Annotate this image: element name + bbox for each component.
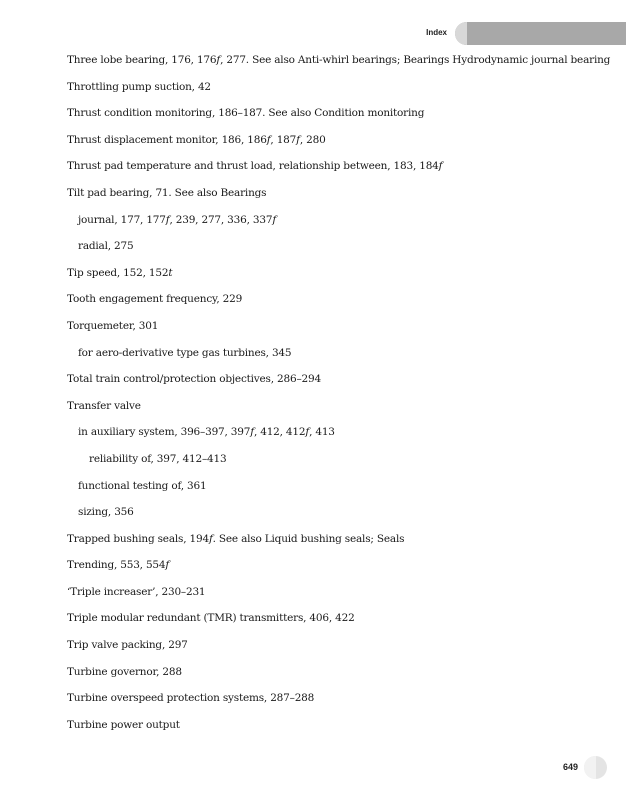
index-entry: [67, 632, 607, 659]
index-entry-text: radial, 275: [78, 240, 134, 253]
index-entry-text: , 413: [309, 426, 335, 439]
index-entry-locator-suffix: f: [266, 133, 271, 146]
index-entry: [67, 605, 607, 632]
index-entry-text: Three lobe bearing, 176, 176: [67, 54, 217, 66]
index-entry-text: reliability of, 397, 412–413: [89, 452, 227, 465]
index-subentry: [67, 233, 607, 260]
index-entry: [67, 526, 607, 553]
index-entry-text: in auxiliary system, 396–397, 397: [78, 426, 251, 439]
index-entry-text: , 187: [270, 133, 297, 146]
index-entry: [67, 393, 607, 420]
index-entry: [67, 153, 607, 180]
index-entry-text: Turbine governor, 288: [67, 665, 182, 678]
index-entry-text: Trapped bushing seals, 194: [67, 532, 209, 545]
index-entry-locator-suffix: f: [165, 213, 170, 226]
index-entry-locator-suffix: f: [272, 213, 277, 226]
index-entry-text: Triple modular redundant (TMR) transmitters, 406, 422: [67, 612, 355, 625]
index-entry-text: Thrust pad temperature and thrust load, relationship between, 183, 184: [67, 160, 439, 173]
index-entry-text: Turbine overspeed protection systems, 287–288: [67, 692, 315, 705]
index-entry-text: Tooth engagement frequency, 229: [67, 293, 243, 306]
index-entry-text: Torquemeter, 301: [67, 319, 159, 332]
index-entry-text: , 280: [299, 133, 326, 146]
index-entry: [67, 685, 607, 712]
header-tab-bar: [465, 22, 626, 45]
index-entry-text: . See also Liquid bushing seals; Seals: [212, 532, 405, 545]
index-entry: [67, 47, 611, 74]
index-subentry: [67, 446, 607, 473]
index-entry: [67, 180, 607, 207]
index-entry-text: sizing, 356: [78, 506, 134, 519]
index-entry-text: Transfer valve: [67, 399, 141, 412]
page-number: 649: [562, 762, 578, 772]
running-head: Index: [426, 28, 447, 37]
index-subentry: [67, 340, 607, 367]
index-entry: [67, 127, 607, 154]
index-entry-locator-suffix: f: [165, 559, 170, 572]
index-entry: [67, 366, 607, 393]
index-entry: [67, 100, 607, 127]
index-entry-text: Trending, 553, 554: [67, 559, 166, 572]
index-entry-locator-suffix: f: [208, 532, 213, 545]
index-entry-text: , 277. See also Anti-whirl bearings; Bearings Hydrodynamic journal bearing: [220, 54, 611, 66]
index-entry-locator-suffix: f: [250, 426, 254, 439]
index-entry-text: Throttling pump suction, 42: [67, 80, 211, 93]
index-entry-locator-suffix: f: [438, 160, 443, 173]
index-entry: [67, 659, 607, 686]
index-entry: [67, 552, 607, 579]
index-entry-list: [67, 47, 611, 738]
index-entry-locator-suffix: f: [296, 133, 300, 146]
index-entry-text: for aero-derivative type gas turbines, 345: [78, 346, 292, 359]
index-entry: [67, 579, 607, 606]
index-entry-text: journal, 177, 177: [78, 213, 166, 226]
index-entry-locator-suffix: t: [168, 266, 173, 279]
index-entry-text: ‘Triple increaser’, 230–231: [67, 585, 206, 598]
index-entry-text: Tip speed, 152, 152: [67, 266, 169, 279]
index-entry-text: , 412, 412: [253, 426, 306, 439]
index-entry: [67, 712, 607, 739]
index-subentry: [67, 207, 607, 234]
index-entry-text: Trip valve packing, 297: [67, 639, 188, 652]
index-entry-text: Thrust condition monitoring, 186–187. See also Condition monitoring: [67, 107, 425, 120]
index-entry-text: Thrust displacement monitor, 186, 186: [67, 133, 267, 146]
index-entry-text: , 239, 277, 336, 337: [169, 213, 273, 226]
index-entry: [67, 260, 607, 287]
index-subentry: [67, 419, 607, 446]
index-subentry: [67, 473, 607, 500]
index-entry: [67, 286, 607, 313]
index-entry-locator-suffix: f: [305, 426, 310, 439]
index-entry-text: Total train control/protection objectives, 286–294: [67, 373, 321, 386]
header-tab-circle-highlight: [455, 22, 467, 45]
index-entry-text: functional testing of, 361: [78, 479, 207, 492]
index-entry: [67, 313, 607, 340]
index-entry-locator-suffix: f: [216, 54, 221, 66]
index-entry: [67, 74, 607, 101]
index-subentry: [67, 499, 607, 526]
page-number-circle-highlight: [584, 756, 596, 779]
index-entry-text: Turbine power output: [67, 718, 180, 731]
index-entry-text: Tilt pad bearing, 71. See also Bearings: [67, 186, 267, 199]
